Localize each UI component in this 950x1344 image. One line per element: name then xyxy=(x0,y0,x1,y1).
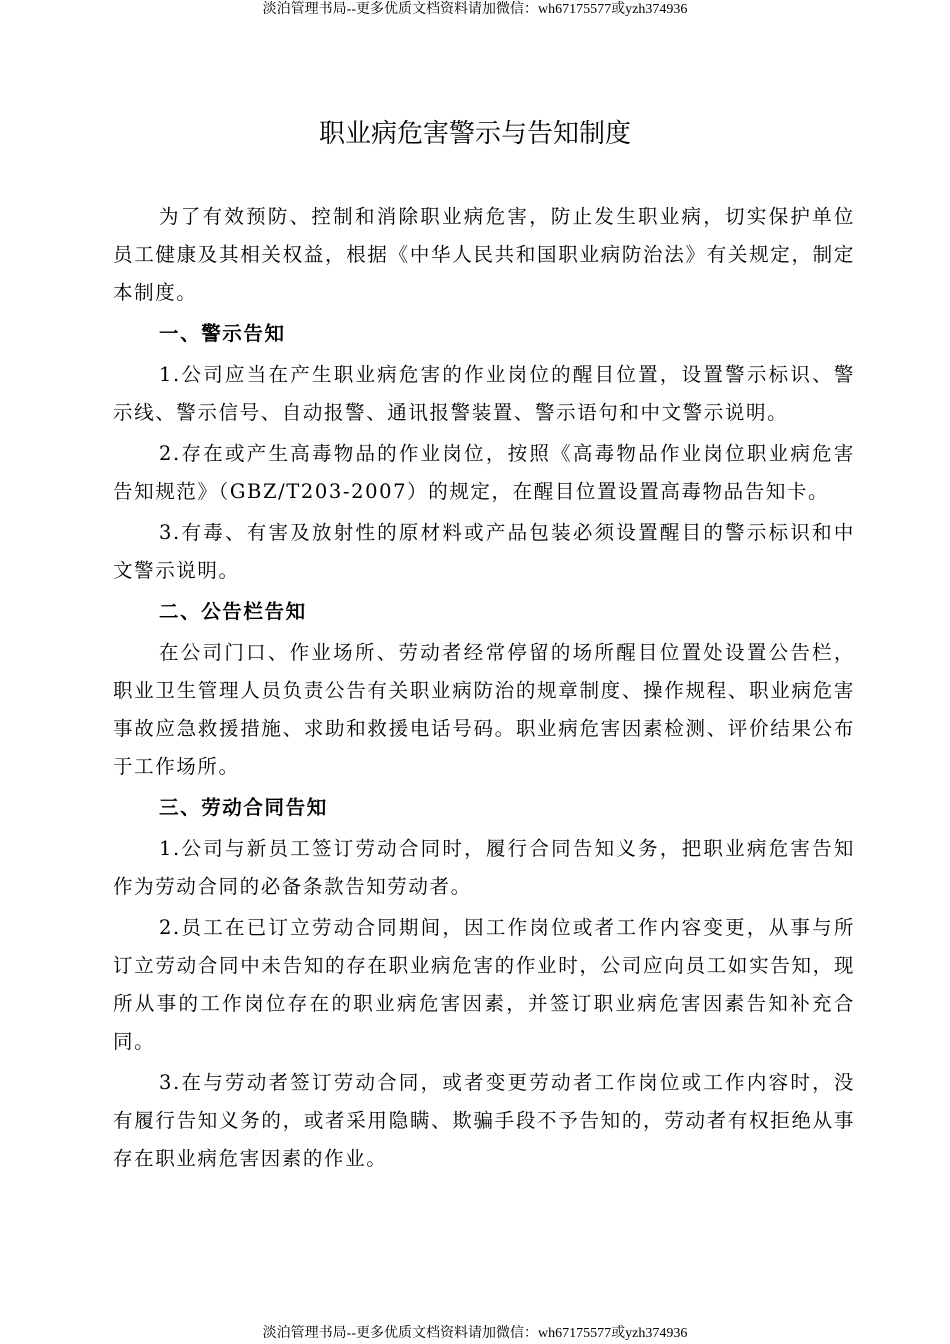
section-heading-warning: 一、警示告知 xyxy=(159,322,286,345)
section1-item-2: 2.存在或产生高毒物品的作业岗位，按照《高毒物品作业岗位职业病危害告知规范》（GBZ/T203-2007）的规定，在醒目位置设置高毒物品告知卡。 xyxy=(113,442,855,503)
section3-item-1: 1.公司与新员工签订劳动合同时，履行合同告知义务，把职业病危害告知作为劳动合同的必备条款告知劳动者。 xyxy=(113,837,855,898)
section-heading-bulletin: 二、公告栏告知 xyxy=(159,600,307,623)
intro-paragraph: 为了有效预防、控制和消除职业病危害，防止发生职业病，切实保护单位员工健康及其相关权益，根据《中华人民共和国职业病防治法》有关规定，制定本制度。 xyxy=(113,205,855,304)
section3-item-2: 2.员工在已订立劳动合同期间，因工作岗位或者工作内容变更，从事与所订立劳动合同中未告知的存在职业病危害的作业时，公司应向员工如实告知，现所从事的工作岗位存在的职业病危害因素，并签订职业病危害因素告知补充合同。 xyxy=(113,916,855,1053)
document-body xyxy=(113,198,855,1181)
document-title: 职业病危害警示与告知制度 xyxy=(318,119,631,149)
section2-body: 在公司门口、作业场所、劳动者经常停留的场所醒目位置处设置公告栏，职业卫生管理人员负责公告有关职业病防治的规章制度、操作规程、职业病危害事故应急救援措施、求助和救援电话号码。职业病危害因素检测、评价结果公布于工作场所。 xyxy=(113,641,855,778)
section1-item-3: 3.有毒、有害及放射性的原材料或产品包装必须设置醒目的警示标识和中文警示说明。 xyxy=(113,521,855,582)
footer-banner: 淡泊管理书局--更多优质文档资料请加微信：wh67175577或yzh374936 xyxy=(262,1326,688,1341)
section-heading-contract: 三、劳动合同告知 xyxy=(159,796,328,819)
header-banner: 淡泊管理书局--更多优质文档资料请加微信：wh67175577或yzh374936 xyxy=(262,2,688,17)
section3-item-3: 3.在与劳动者签订劳动合同，或者变更劳动者工作岗位或工作内容时，没有履行告知义务的，或者采用隐瞒、欺骗手段不予告知的，劳动者有权拒绝从事存在职业病危害因素的作业。 xyxy=(113,1071,855,1170)
section1-item-1: 1.公司应当在产生职业病危害的作业岗位的醒目位置，设置警示标识、警示线、警示信号、自动报警、通讯报警装置、警示语句和中文警示说明。 xyxy=(113,363,855,424)
